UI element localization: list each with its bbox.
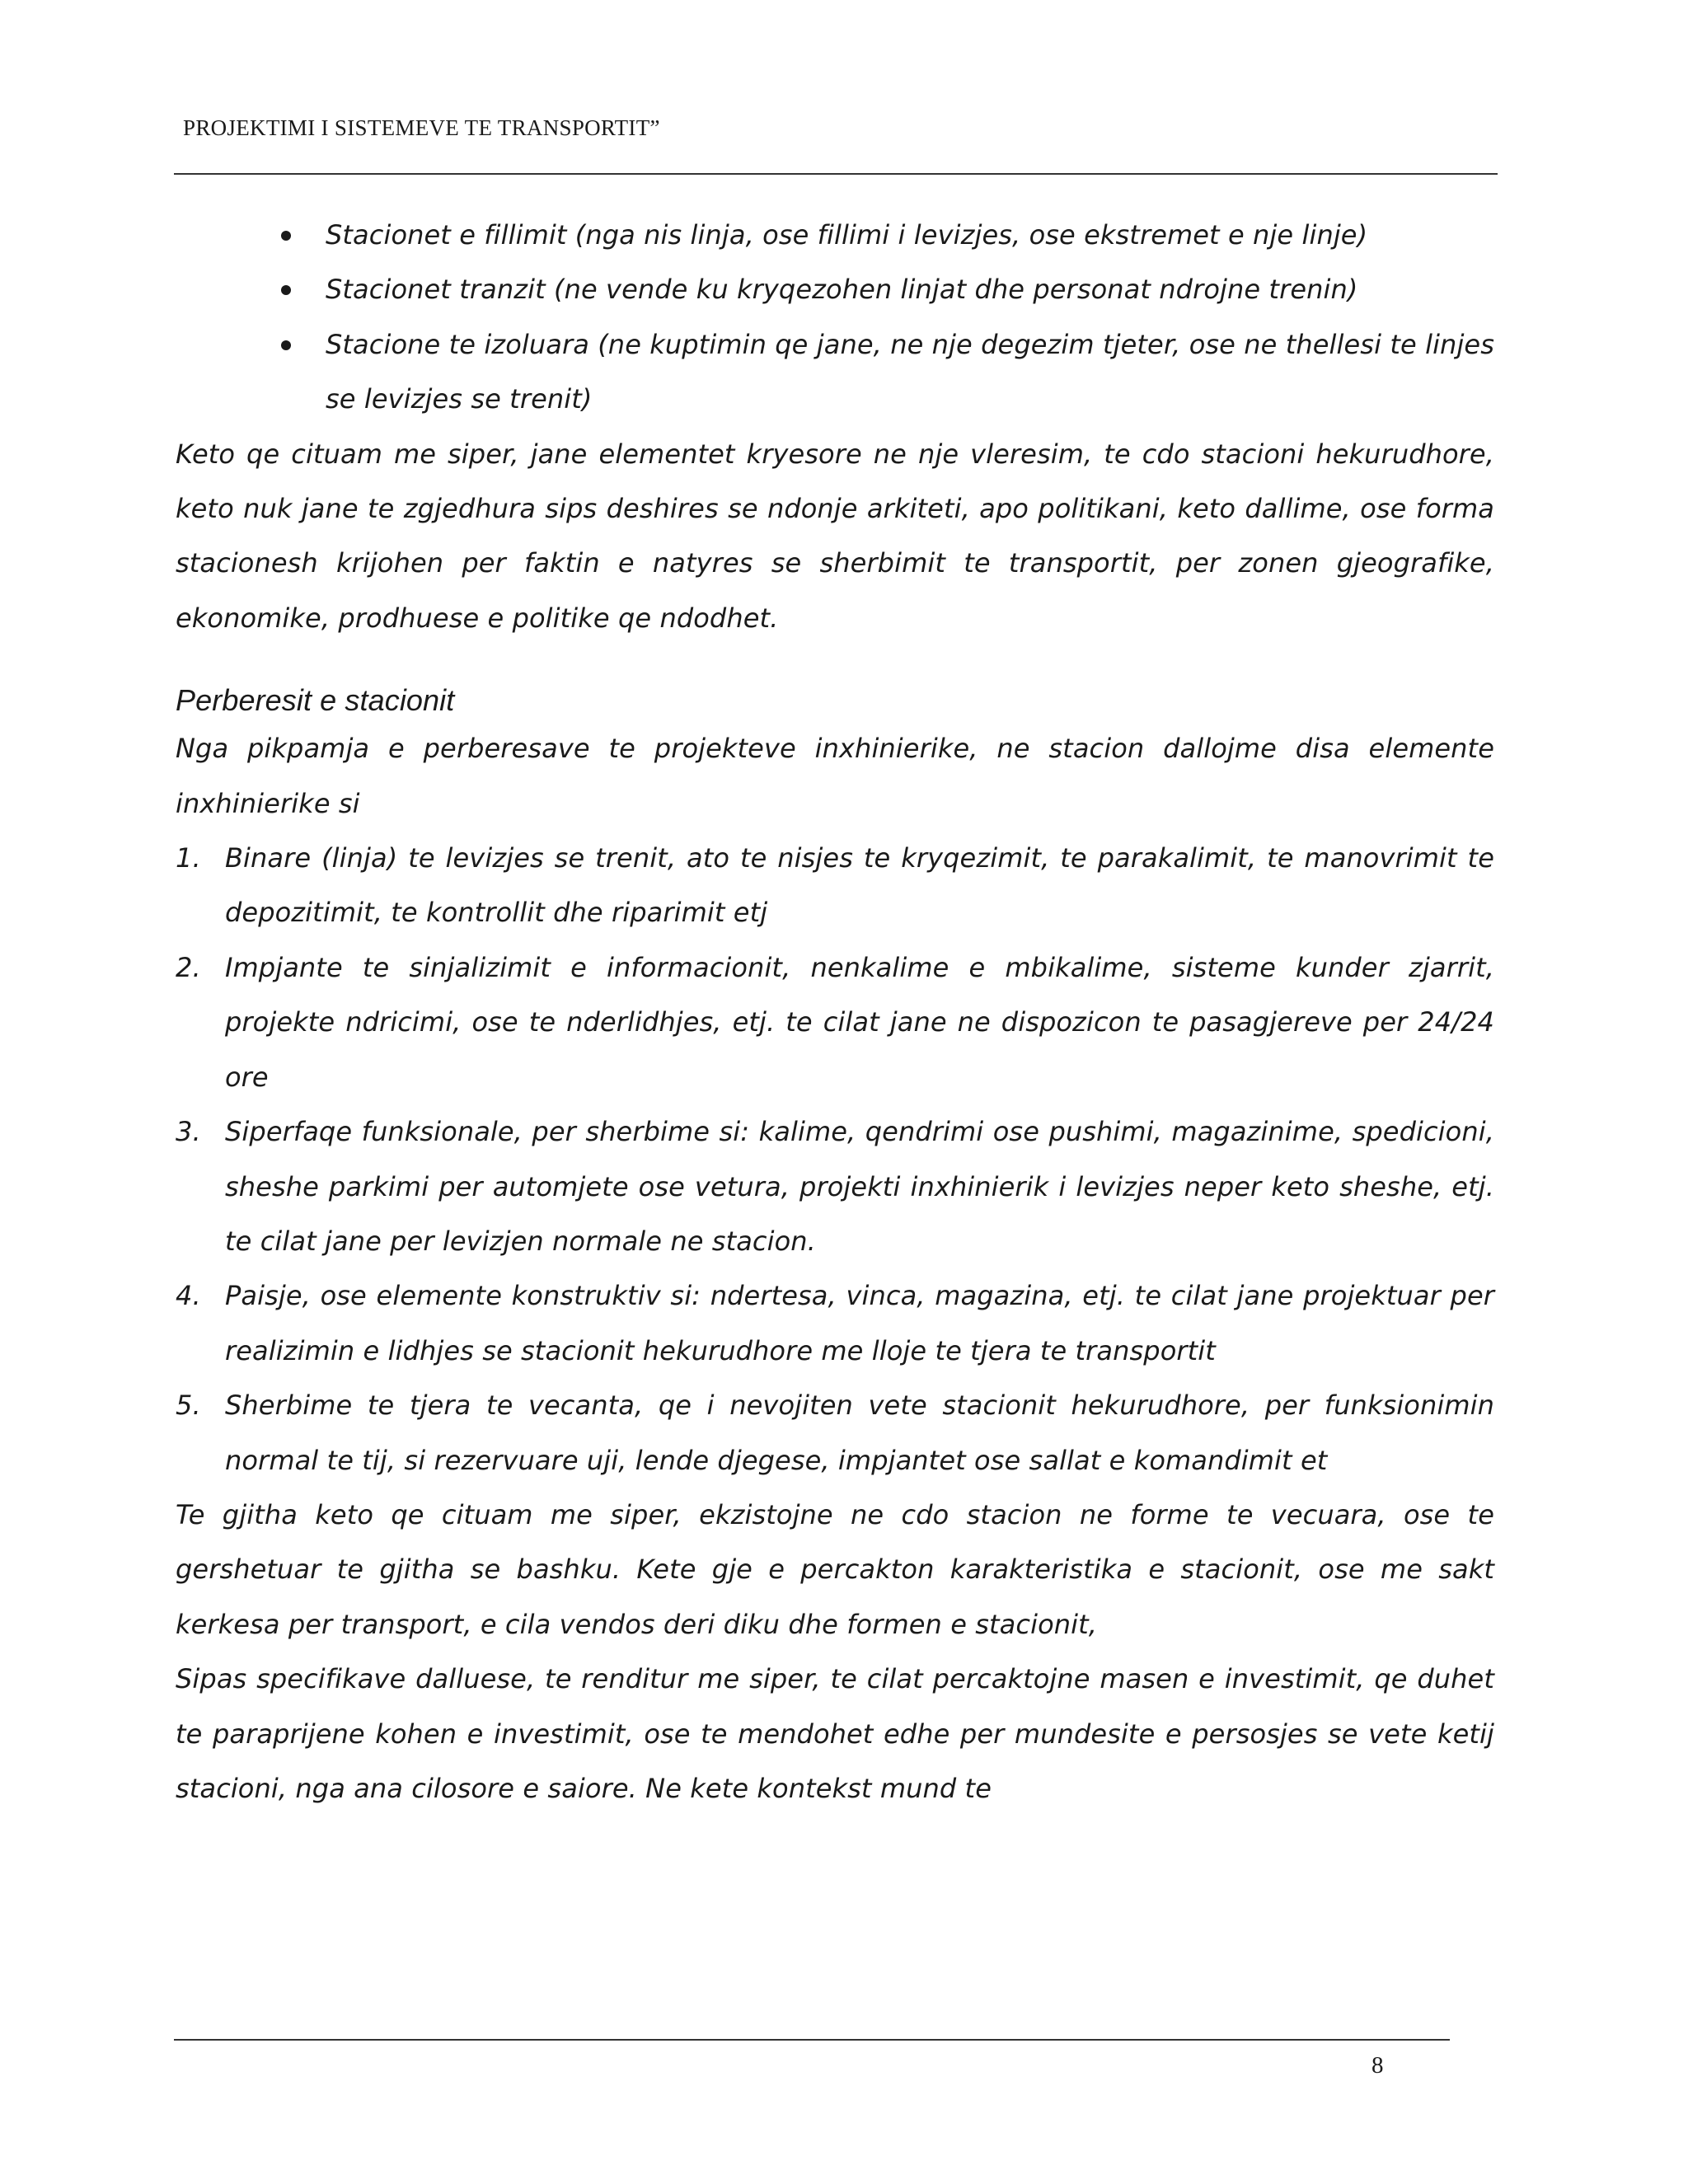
item-text: Siperfaqe funksionale, per sherbime si: kalime, qendrimi ose pushimi, magazinime, spedicioni, sheshe parkimi per automjete ose vetura, projekti inxhinierik i levizjes neper keto sheshe, etj. te cilat jane per levizjen normale ne stacion. (225, 1116, 1494, 1257)
item-number: 4. (176, 1280, 201, 1312)
list-item (176, 831, 1494, 940)
bullet-icon (281, 285, 291, 295)
bullet-icon (281, 231, 291, 241)
paragraph: Keto qe cituam me siper, jane elementet kryesore ne nje vleresim, te cdo stacioni hekurudhore, keto nuk jane te zgjedhura sips deshires se ndonje arkiteti, apo politikani, keto dallime, ose forma stacionesh krijohen per faktin e natyres se sherbimit te transportit, per zonen gjeografike, ekonomike, prodhuese e politike qe ndodhet. (176, 438, 1494, 634)
list-item (326, 317, 1494, 427)
list-item (326, 262, 1494, 316)
item-number: 5. (176, 1390, 201, 1422)
page-number: 8 (1372, 2052, 1384, 2079)
paragraph: Te gjitha keto qe cituam me siper, ekzistojne ne cdo stacion ne forme te vecuara, ose te gershetuar te gjitha se bashku. Kete gje e percakton karakteristika e stacionit, ose me sakt kerkesa per transport, e cila vendos deri diku dhe formen e stacionit, (176, 1498, 1494, 1640)
list-item (176, 1378, 1494, 1488)
bullet-text: Stacionet e fillimit (nga nis linja, ose fillimi i levizjes, ose ekstremet e nje linje) (326, 219, 1368, 251)
item-number: 2. (176, 951, 201, 983)
list-item (176, 1268, 1494, 1378)
section-heading: Perberesit e stacionit (176, 683, 455, 718)
page-body (176, 208, 1494, 1816)
item-number: 3. (176, 1116, 201, 1148)
list-item (176, 1104, 1494, 1268)
bullet-text: Stacionet tranzit (ne vende ku kryqezohen linjat dhe personat ndrojne trenin) (326, 274, 1358, 306)
item-text: Sherbime te tjera te vecanta, qe i nevojiten vete stacionit hekurudhore, per funksionimin normal te tij, si rezervuare uji, lende djegese, impjantet ose sallat e komandimit et (225, 1390, 1494, 1476)
components-list (176, 831, 1494, 1488)
header-divider (174, 173, 1498, 175)
item-text: Impjante te sinjalizimit e informacionit, nenkalime e mbikalime, sisteme kunder zjarrit, projekte ndricimi, ose te nderlidhjes, etj. te cilat jane ne dispozicon te pasagjereve per 24/24 ore (225, 951, 1494, 1093)
footer-divider (174, 2039, 1450, 2041)
bullet-icon (281, 340, 291, 350)
list-item (326, 208, 1494, 262)
item-number: 1. (176, 842, 201, 874)
section-intro: Nga pikpamja e perberesave te projekteve inxhinierike, ne stacion dallojme disa elemente inxhinierike si (176, 733, 1494, 819)
item-text: Paisje, ose elemente konstruktiv si: ndertesa, vinca, magazina, etj. te cilat jane projektuar per realizimin e lidhjes se stacionit hekurudhore me lloje te tjera te transportit (225, 1280, 1494, 1366)
list-item (176, 940, 1494, 1104)
station-types-list (176, 208, 1494, 427)
page-header: PROJEKTIMI I SISTEMEVE TE TRANSPORTIT” (183, 115, 660, 140)
paragraph: Sipas specifikave dalluese, te renditur me siper, te cilat percaktojne masen e investimit, qe duhet te paraprijene kohen e investimit, ose te mendohet edhe per mundesite e persosjes se vete ketij stacioni, nga ana cilosore e saiore. Ne kete kontekst mund te (176, 1663, 1494, 1804)
item-text: Binare (linja) te levizjes se trenit, ato te nisjes te kryqezimit, te parakalimit, te manovrimit te depozitimit, te kontrollit dhe riparimit etj (225, 842, 1494, 929)
bullet-text: Stacione te izoluara (ne kuptimin qe jane, ne nje degezim tjeter, ose ne thellesi te linjes se levizjes se trenit) (326, 328, 1494, 415)
